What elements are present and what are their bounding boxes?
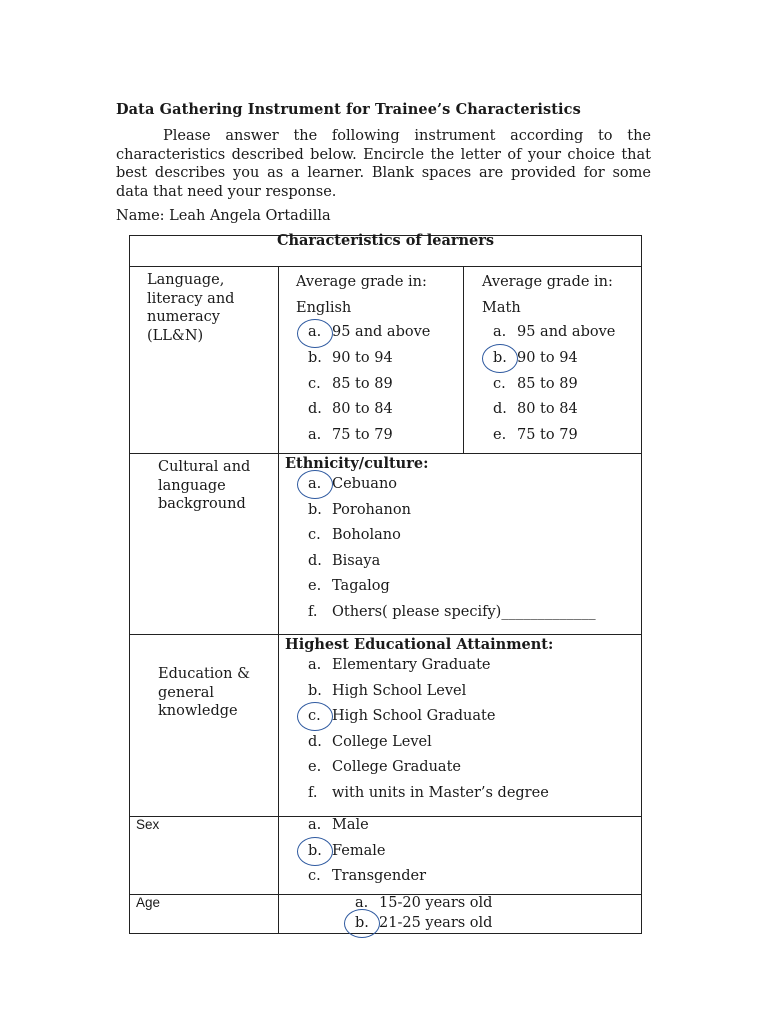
option-letter[interactable]: c. bbox=[308, 868, 321, 884]
option-item[interactable] bbox=[279, 653, 641, 679]
sex-cell bbox=[279, 817, 642, 895]
option-item[interactable] bbox=[279, 813, 641, 839]
culture-label: Cultural and language background bbox=[158, 459, 251, 513]
option-text: 21-25 years old bbox=[379, 914, 493, 931]
math-options bbox=[464, 320, 641, 448]
option-letter[interactable]: a. bbox=[308, 817, 322, 833]
education-heading: Highest Educational Attainment: bbox=[285, 636, 554, 653]
option-text: 15-20 years old bbox=[379, 895, 493, 911]
option-item[interactable] bbox=[279, 472, 641, 498]
option-text: 95 and above bbox=[332, 324, 431, 341]
option-letter[interactable]: a. bbox=[355, 895, 369, 911]
option-letter[interactable]: a. bbox=[308, 324, 322, 341]
english-options bbox=[279, 320, 463, 448]
instructions-text: Please answer the following instrument according to the characteristics described below. Encircle the letter of your choice that best describes you as a learner. Blank spaces are provided for some data that need your response. bbox=[116, 128, 651, 201]
option-letter[interactable]: b. bbox=[493, 349, 507, 366]
llnn-label: Language, literacy and numeracy (LL&N) bbox=[147, 272, 235, 345]
option-letter[interactable]: c. bbox=[308, 375, 321, 392]
english-subject: English bbox=[296, 299, 352, 316]
option-item[interactable] bbox=[279, 397, 463, 423]
education-options bbox=[279, 653, 641, 806]
option-text: 95 and above bbox=[517, 324, 616, 341]
option-item[interactable] bbox=[279, 864, 641, 890]
option-letter[interactable]: b. bbox=[308, 842, 322, 859]
education-label-cell bbox=[130, 635, 279, 817]
option-letter[interactable]: c. bbox=[308, 527, 321, 543]
english-grade-cell bbox=[279, 267, 464, 454]
option-letter[interactable]: d. bbox=[493, 401, 507, 418]
option-text: 75 to 79 bbox=[517, 426, 578, 443]
option-text: Boholano bbox=[332, 527, 401, 543]
option-text: 80 to 84 bbox=[517, 401, 578, 418]
option-item[interactable] bbox=[279, 755, 641, 781]
age-label-cell bbox=[130, 895, 279, 934]
option-letter[interactable]: b. bbox=[355, 914, 369, 931]
option-text: High School Level bbox=[332, 682, 467, 699]
option-text: 90 to 94 bbox=[332, 349, 393, 366]
option-letter[interactable]: b. bbox=[308, 682, 322, 699]
option-letter[interactable]: b. bbox=[308, 349, 322, 366]
option-letter[interactable]: d. bbox=[308, 401, 322, 418]
option-item[interactable] bbox=[279, 549, 641, 575]
option-item[interactable] bbox=[464, 397, 641, 423]
option-item[interactable] bbox=[279, 679, 641, 705]
option-text: 90 to 94 bbox=[517, 349, 578, 366]
option-text: Male bbox=[332, 817, 369, 833]
option-item[interactable] bbox=[279, 320, 463, 346]
option-item[interactable] bbox=[279, 781, 641, 807]
option-text: Elementary Graduate bbox=[332, 657, 491, 673]
education-cell bbox=[279, 635, 642, 817]
sex-label: Sex bbox=[136, 817, 160, 832]
age-label: Age bbox=[136, 895, 161, 910]
table-header: Characteristics of learners bbox=[130, 236, 642, 267]
option-item[interactable] bbox=[279, 423, 463, 449]
option-letter[interactable]: d. bbox=[308, 733, 322, 750]
option-letter[interactable]: a. bbox=[493, 324, 507, 341]
culture-heading: Ethnicity/culture: bbox=[285, 455, 429, 472]
option-letter[interactable]: d. bbox=[308, 552, 322, 569]
option-text: Cebuano bbox=[332, 476, 398, 492]
option-text: Others( please specify)_____________ bbox=[332, 603, 596, 620]
option-item[interactable] bbox=[355, 894, 641, 914]
sex-label-cell bbox=[130, 817, 279, 895]
age-cell bbox=[279, 895, 642, 934]
option-item[interactable] bbox=[464, 372, 641, 398]
option-letter[interactable]: f. bbox=[308, 603, 318, 620]
option-text: 75 to 79 bbox=[332, 426, 393, 443]
math-subject: Math bbox=[482, 299, 521, 316]
llnn-label-cell bbox=[130, 267, 279, 454]
option-item[interactable] bbox=[464, 320, 641, 346]
option-item[interactable] bbox=[279, 498, 641, 524]
document-title: Data Gathering Instrument for Trainee’s Characteristics bbox=[116, 101, 581, 118]
option-item[interactable] bbox=[279, 600, 641, 626]
option-letter[interactable]: a. bbox=[308, 476, 322, 492]
option-item[interactable] bbox=[279, 574, 641, 600]
option-letter[interactable]: c. bbox=[308, 708, 321, 724]
option-item[interactable] bbox=[279, 839, 641, 865]
option-text: High School Graduate bbox=[332, 708, 496, 724]
characteristics-table bbox=[129, 232, 642, 934]
option-letter[interactable]: f. bbox=[308, 784, 318, 801]
option-text: Porohanon bbox=[332, 501, 411, 518]
option-item[interactable] bbox=[279, 346, 463, 372]
option-letter[interactable]: e. bbox=[308, 759, 322, 775]
math-heading: Average grade in: bbox=[482, 274, 613, 290]
option-text: 85 to 89 bbox=[517, 375, 578, 392]
option-text: Tagalog bbox=[332, 578, 390, 594]
option-text: College Graduate bbox=[332, 759, 461, 775]
option-item[interactable] bbox=[279, 523, 641, 549]
option-item[interactable] bbox=[279, 730, 641, 756]
option-letter[interactable]: c. bbox=[493, 375, 506, 392]
option-text: 85 to 89 bbox=[332, 375, 393, 392]
option-text: 80 to 84 bbox=[332, 401, 393, 418]
option-letter[interactable]: b. bbox=[308, 501, 322, 518]
option-item[interactable] bbox=[464, 423, 641, 449]
instructions bbox=[116, 127, 651, 202]
option-text: Bisaya bbox=[332, 552, 381, 569]
culture-label-cell bbox=[130, 454, 279, 635]
culture-options bbox=[279, 472, 641, 625]
option-text: Transgender bbox=[332, 868, 427, 884]
option-letter[interactable]: a. bbox=[308, 426, 322, 443]
option-letter[interactable]: e. bbox=[493, 426, 507, 443]
english-heading: Average grade in: bbox=[296, 274, 427, 290]
age-options bbox=[279, 894, 641, 933]
option-item[interactable] bbox=[279, 372, 463, 398]
culture-cell bbox=[279, 454, 642, 635]
option-text: College Level bbox=[332, 733, 432, 750]
option-text: Female bbox=[332, 842, 386, 859]
option-letter[interactable]: e. bbox=[308, 578, 322, 594]
option-letter[interactable]: a. bbox=[308, 657, 322, 673]
option-item[interactable] bbox=[279, 704, 641, 730]
math-grade-cell bbox=[464, 267, 642, 454]
option-text: with units in Master’s degree bbox=[332, 784, 549, 801]
name-line: Name: Leah Angela Ortadilla bbox=[116, 208, 331, 224]
sex-options bbox=[279, 813, 641, 890]
option-item[interactable] bbox=[355, 914, 641, 934]
education-label: Education & general knowledge bbox=[158, 666, 251, 720]
option-item[interactable] bbox=[464, 346, 641, 372]
